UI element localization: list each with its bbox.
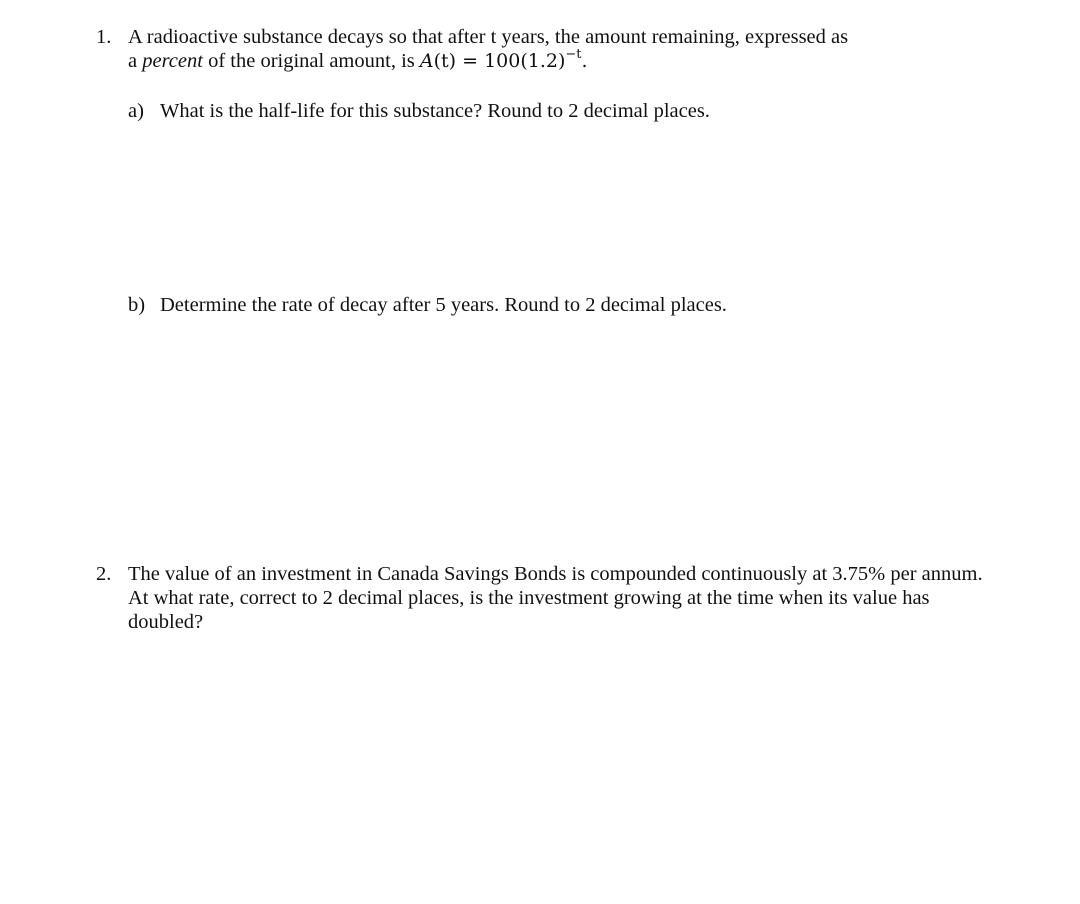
formula-argument: (t) xyxy=(433,50,457,72)
formula-exponent: −t xyxy=(565,46,582,62)
question-2-line-2: At what rate, correct to 2 decimal places, is the investment growing at the time when its value has xyxy=(128,587,930,609)
question-1-emphasis-percent: percent xyxy=(142,50,203,72)
question-2-text xyxy=(128,562,1028,634)
question-1-line-2 xyxy=(128,46,1028,73)
question-1-text xyxy=(128,25,1028,73)
question-1-number: 1. xyxy=(96,26,112,48)
formula-right-side: = 100(1.2) xyxy=(456,50,566,72)
question-2-line-1: The value of an investment in Canada Savings Bonds is compounded continuously at 3.75% per annum. xyxy=(128,563,983,585)
question-2-line-3: doubled? xyxy=(128,611,204,633)
formula-function-name: A xyxy=(419,50,434,72)
question-1-line-1: A radioactive substance decays so that after t years, the amount remaining, expressed as xyxy=(128,26,849,48)
question-1a-text: What is the half-life for this substance? Round to 2 decimal places. xyxy=(160,100,710,122)
question-1a-label: a) xyxy=(128,100,144,122)
question-1-line-2-start: a xyxy=(128,50,143,72)
question-1b-text: Determine the rate of decay after 5 years. Round to 2 decimal places. xyxy=(160,294,727,316)
question-1-line-2-rest: of the original amount, is xyxy=(202,50,420,72)
decay-formula xyxy=(419,46,588,72)
question-1b-label: b) xyxy=(128,294,146,316)
question-2-number: 2. xyxy=(96,563,112,585)
formula-period: . xyxy=(581,50,588,72)
